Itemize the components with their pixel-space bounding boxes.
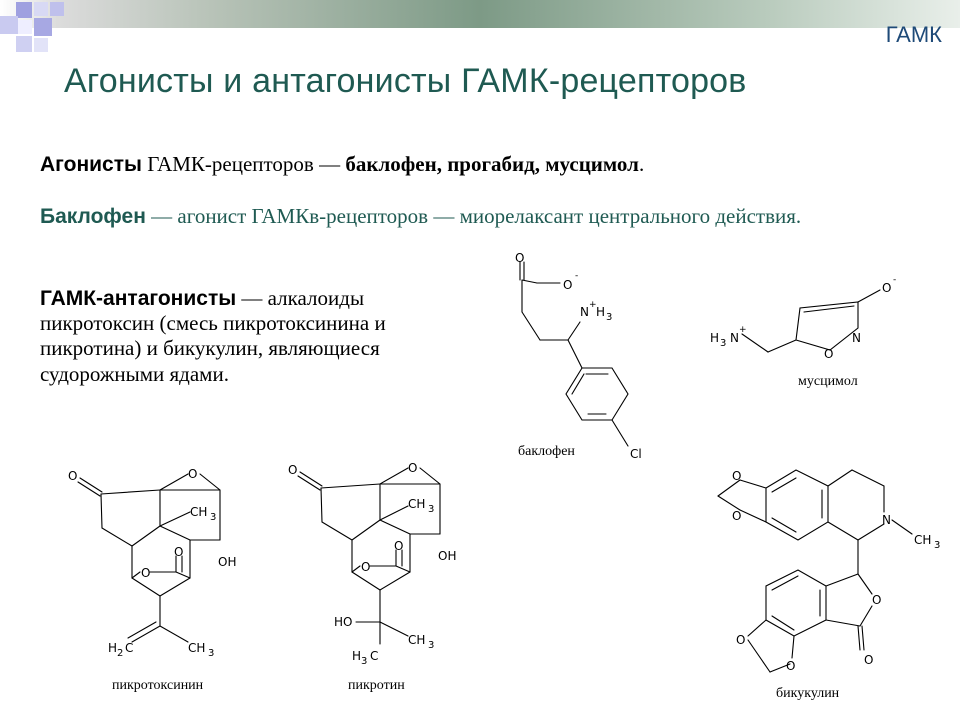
picrotin-atom-ch: CH <box>408 497 426 511</box>
picrotoxinin-atom-o: O <box>188 467 198 481</box>
baclofen-atom-charge: + <box>589 300 597 310</box>
picrotoxinin-atom-h: H <box>108 641 118 655</box>
muscimol-atom-o: O <box>882 281 892 295</box>
bicuculline-atom-o: O <box>872 593 882 607</box>
baclofen-caption: баклофен <box>518 444 575 459</box>
picrotin-atom-o: O <box>394 539 404 553</box>
picrotin-atom-sub: 3 <box>428 640 435 651</box>
section-tag: ГАМК <box>885 22 942 47</box>
bicuculline-atom-o: O <box>864 653 874 667</box>
bicuculline-atom-n: N <box>882 513 891 527</box>
picrotin-atom-c: C <box>370 649 379 663</box>
baclofen-atom-o: O <box>515 251 525 265</box>
picrotoxinin-atom-ch: CH <box>190 505 208 519</box>
bicuculline-atom-o: O <box>736 633 746 647</box>
baclofen-lead: Баклофен <box>40 205 146 228</box>
agonists-end: . <box>638 152 645 176</box>
picrotin-atom-o: O <box>408 461 418 475</box>
baclofen-atom-h: H <box>596 305 606 319</box>
picrotoxinin-structure <box>78 474 220 642</box>
muscimol-atom-charge: - <box>893 275 897 285</box>
picrotoxinin-atom-o: O <box>174 545 184 559</box>
agonists-middle: ГАМК-рецепторов — <box>141 152 346 176</box>
baclofen-structure <box>520 262 628 446</box>
muscimol-atom-sub: 3 <box>720 338 727 349</box>
picrotoxinin-atom-oh: OH <box>218 555 237 569</box>
picrotin-structure <box>298 468 440 644</box>
muscimol-atom-charge: + <box>739 325 747 335</box>
bicuculline-atom-o: O <box>786 659 796 673</box>
picrotoxinin-atom-sub: 2 <box>117 648 124 659</box>
picrotin-atom-h: H <box>352 649 362 663</box>
baclofen-atom-n: N <box>580 305 589 319</box>
baclofen-atom-sub: 3 <box>606 312 613 323</box>
baclofen-atom-cl: Cl <box>630 447 642 461</box>
bicuculline-atom-o: O <box>732 469 742 483</box>
muscimol-atom-o: O <box>824 347 834 361</box>
picrotin-atom-ho: HO <box>334 615 353 629</box>
picrotin-caption: пикротин <box>348 678 405 693</box>
picrotoxinin-atom-c: C <box>125 641 134 655</box>
picrotin-atom-oh: OH <box>438 549 457 563</box>
muscimol-atom-n: N <box>730 331 739 345</box>
picrotin-atom-sub: 3 <box>428 504 435 515</box>
page-title: Агонисты и антагонисты ГАМК-рецепторов <box>64 62 747 100</box>
muscimol-atom-n: N <box>852 331 861 345</box>
picrotoxinin-atom-o: O <box>141 566 151 580</box>
bicuculline-caption: бикукулин <box>776 686 840 701</box>
picrotoxinin-caption: пикротоксинин <box>112 678 204 693</box>
picrotoxinin-atom-sub: 3 <box>210 512 217 523</box>
agonists-lead: Агонисты <box>40 153 142 176</box>
antagonists-rest: — алкалоиды пикротоксин (смесь пикротоксинина и пикротина) и бикукулин, являющиеся судорожными ядами. <box>40 286 386 386</box>
picrotoxinin-atom-o: O <box>68 469 78 483</box>
baclofen-rest: — агонист ГАМКв-рецепторов — миорелаксант центрального действия. <box>145 204 802 228</box>
picrotin-atom-o: O <box>361 560 371 574</box>
picrotin-atom-o: O <box>288 463 298 477</box>
picrotoxinin-atom-ch: CH <box>188 641 206 655</box>
picrotoxinin-atom-sub: 3 <box>208 648 215 659</box>
bicuculline-atom-o: O <box>732 509 742 523</box>
picrotin-atom-sub: 3 <box>361 656 368 667</box>
bicuculline-atom-sub: 3 <box>934 540 941 551</box>
bicuculline-atom-ch: CH <box>914 533 932 547</box>
agonists-list: баклофен, прогабид, мусцимол <box>345 152 639 176</box>
muscimol-caption: мусцимол <box>798 374 858 389</box>
muscimol-atom-h: H <box>710 331 720 345</box>
baclofen-atom-o: O <box>563 278 573 292</box>
baclofen-atom-charge: - <box>575 271 579 281</box>
bicuculline-structure <box>718 470 912 672</box>
picrotin-atom-ch: CH <box>408 633 426 647</box>
antagonists-lead: ГАМК-антагонисты <box>40 287 237 310</box>
